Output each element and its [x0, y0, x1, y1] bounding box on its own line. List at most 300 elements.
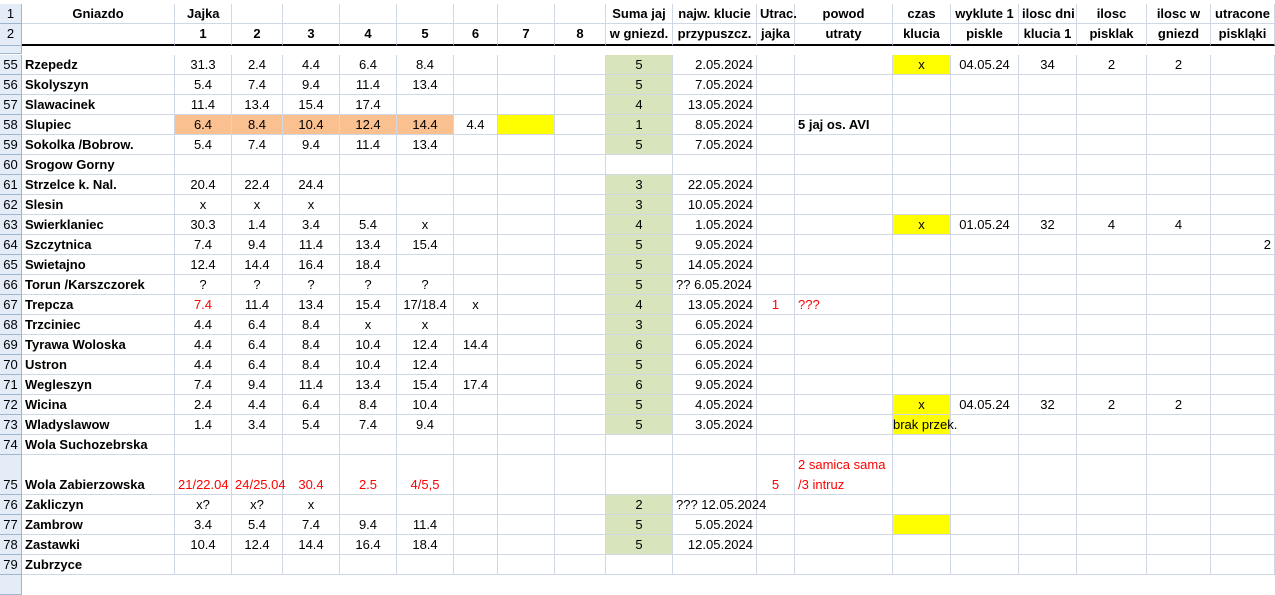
- egg-date-cell[interactable]: [283, 155, 340, 175]
- first-hatch-cell[interactable]: [951, 415, 1019, 435]
- egg-count-cell[interactable]: 5: [606, 535, 673, 555]
- hatch-time-cell[interactable]: [893, 515, 951, 535]
- hatch-time-cell[interactable]: [893, 175, 951, 195]
- hatch-date-cell[interactable]: 22.05.2024: [673, 175, 757, 195]
- egg-count-cell[interactable]: 3: [606, 175, 673, 195]
- egg-date-cell[interactable]: [340, 175, 397, 195]
- egg-count-cell[interactable]: [606, 435, 673, 455]
- lost-chicks-cell[interactable]: [1211, 395, 1275, 415]
- egg-date-cell[interactable]: 4.4: [175, 335, 232, 355]
- hatch-time-cell[interactable]: [893, 355, 951, 375]
- egg-date-cell[interactable]: [340, 195, 397, 215]
- first-hatch-cell[interactable]: 04.05.24: [951, 55, 1019, 75]
- lost-chicks-cell[interactable]: [1211, 175, 1275, 195]
- egg-date-cell[interactable]: ?: [175, 275, 232, 295]
- egg-date-cell[interactable]: [498, 495, 555, 515]
- chicks-in-nest-cell[interactable]: [1147, 295, 1211, 315]
- egg-date-cell[interactable]: [498, 555, 555, 575]
- lost-eggs-cell[interactable]: [757, 315, 795, 335]
- first-hatch-cell[interactable]: [951, 195, 1019, 215]
- egg-date-cell[interactable]: [555, 55, 606, 75]
- days-to-hatch-cell[interactable]: [1019, 175, 1077, 195]
- loss-reason-cell[interactable]: [795, 515, 893, 535]
- egg-date-cell[interactable]: 7.4: [175, 235, 232, 255]
- first-hatch-cell[interactable]: [951, 515, 1019, 535]
- days-to-hatch-cell[interactable]: [1019, 515, 1077, 535]
- egg-date-cell[interactable]: 12.4: [232, 535, 283, 555]
- hatch-time-cell[interactable]: [893, 75, 951, 95]
- lost-eggs-cell[interactable]: [757, 395, 795, 415]
- egg-count-cell[interactable]: 5: [606, 135, 673, 155]
- lost-chicks-cell[interactable]: [1211, 495, 1275, 515]
- egg-date-cell[interactable]: 7.4: [232, 135, 283, 155]
- chicks-in-nest-cell[interactable]: [1147, 135, 1211, 155]
- egg-date-cell[interactable]: [498, 95, 555, 115]
- lost-eggs-cell[interactable]: [757, 175, 795, 195]
- loss-reason-cell[interactable]: 2 samica sama /3 intruz: [795, 455, 893, 495]
- egg-date-cell[interactable]: [454, 455, 498, 495]
- egg-date-cell[interactable]: [232, 555, 283, 575]
- egg-date-cell[interactable]: [555, 495, 606, 515]
- days-to-hatch-cell[interactable]: [1019, 195, 1077, 215]
- loss-reason-cell[interactable]: [795, 275, 893, 295]
- lost-eggs-cell[interactable]: 5: [757, 455, 795, 495]
- egg-date-cell[interactable]: 6.4: [232, 355, 283, 375]
- first-hatch-cell[interactable]: [951, 95, 1019, 115]
- egg-date-cell[interactable]: 14.4: [283, 535, 340, 555]
- days-to-hatch-cell[interactable]: [1019, 435, 1077, 455]
- egg-date-cell[interactable]: 12.4: [397, 355, 454, 375]
- egg-date-cell[interactable]: x: [283, 495, 340, 515]
- egg-date-cell[interactable]: [555, 315, 606, 335]
- loss-reason-cell[interactable]: [795, 535, 893, 555]
- egg-date-cell[interactable]: [498, 255, 555, 275]
- egg-date-cell[interactable]: 8.4: [340, 395, 397, 415]
- lost-chicks-cell[interactable]: [1211, 115, 1275, 135]
- egg-date-cell[interactable]: 22.4: [232, 175, 283, 195]
- egg-date-cell[interactable]: [498, 455, 555, 495]
- egg-count-cell[interactable]: 5: [606, 355, 673, 375]
- days-to-hatch-cell[interactable]: 32: [1019, 215, 1077, 235]
- row-number[interactable]: 65: [0, 255, 22, 275]
- hatch-time-cell[interactable]: brak przek.: [893, 415, 951, 435]
- egg-date-cell[interactable]: 17.4: [340, 95, 397, 115]
- lost-chicks-cell[interactable]: [1211, 275, 1275, 295]
- chick-count-cell[interactable]: 2: [1077, 395, 1147, 415]
- first-hatch-cell[interactable]: [951, 175, 1019, 195]
- loss-reason-cell[interactable]: [795, 255, 893, 275]
- hatch-time-cell[interactable]: [893, 115, 951, 135]
- lost-chicks-cell[interactable]: [1211, 295, 1275, 315]
- hatch-time-cell[interactable]: x: [893, 55, 951, 75]
- row-number[interactable]: 68: [0, 315, 22, 335]
- egg-date-cell[interactable]: [340, 495, 397, 515]
- lost-chicks-cell[interactable]: [1211, 435, 1275, 455]
- row-number[interactable]: 62: [0, 195, 22, 215]
- row-number[interactable]: 66: [0, 275, 22, 295]
- row-number[interactable]: 67: [0, 295, 22, 315]
- days-to-hatch-cell[interactable]: [1019, 415, 1077, 435]
- row-number[interactable]: 72: [0, 395, 22, 415]
- row-number[interactable]: 59: [0, 135, 22, 155]
- hatch-time-cell[interactable]: [893, 295, 951, 315]
- egg-date-cell[interactable]: [555, 435, 606, 455]
- chick-count-cell[interactable]: [1077, 495, 1147, 515]
- nest-name-cell[interactable]: Skolyszyn: [22, 75, 175, 95]
- egg-date-cell[interactable]: 2.5: [340, 455, 397, 495]
- chick-count-cell[interactable]: [1077, 195, 1147, 215]
- lost-eggs-cell[interactable]: [757, 435, 795, 455]
- hatch-date-cell[interactable]: 6.05.2024: [673, 315, 757, 335]
- first-hatch-cell[interactable]: [951, 495, 1019, 515]
- hatch-date-cell[interactable]: 12.05.2024: [673, 535, 757, 555]
- egg-date-cell[interactable]: [555, 335, 606, 355]
- egg-date-cell[interactable]: 12.4: [175, 255, 232, 275]
- first-hatch-cell[interactable]: [951, 275, 1019, 295]
- egg-count-cell[interactable]: 5: [606, 515, 673, 535]
- loss-reason-cell[interactable]: [795, 95, 893, 115]
- hatch-date-cell[interactable]: [673, 435, 757, 455]
- chick-count-cell[interactable]: [1077, 375, 1147, 395]
- egg-date-cell[interactable]: [454, 75, 498, 95]
- row-number[interactable]: 61: [0, 175, 22, 195]
- egg-date-cell[interactable]: [555, 395, 606, 415]
- hatch-date-cell[interactable]: 13.05.2024: [673, 95, 757, 115]
- loss-reason-cell[interactable]: [795, 435, 893, 455]
- egg-date-cell[interactable]: 16.4: [283, 255, 340, 275]
- egg-date-cell[interactable]: 3.4: [232, 415, 283, 435]
- lost-eggs-cell[interactable]: [757, 535, 795, 555]
- loss-reason-cell[interactable]: [795, 235, 893, 255]
- egg-date-cell[interactable]: [555, 275, 606, 295]
- chick-count-cell[interactable]: [1077, 435, 1147, 455]
- nest-name-cell[interactable]: Torun /Karszczorek: [22, 275, 175, 295]
- hatch-time-cell[interactable]: [893, 495, 951, 515]
- row-number[interactable]: 76: [0, 495, 22, 515]
- first-hatch-cell[interactable]: [951, 375, 1019, 395]
- egg-date-cell[interactable]: x: [175, 195, 232, 215]
- loss-reason-cell[interactable]: [795, 495, 893, 515]
- egg-date-cell[interactable]: [397, 95, 454, 115]
- days-to-hatch-cell[interactable]: [1019, 295, 1077, 315]
- loss-reason-cell[interactable]: 5 jaj os. AVI: [795, 115, 893, 135]
- days-to-hatch-cell[interactable]: [1019, 275, 1077, 295]
- nest-name-cell[interactable]: Trepcza: [22, 295, 175, 315]
- egg-date-cell[interactable]: 13.4: [232, 95, 283, 115]
- chick-count-cell[interactable]: [1077, 135, 1147, 155]
- egg-date-cell[interactable]: 18.4: [397, 535, 454, 555]
- row-number[interactable]: 79: [0, 555, 22, 575]
- egg-date-cell[interactable]: 13.4: [340, 375, 397, 395]
- nest-name-cell[interactable]: Zubrzyce: [22, 555, 175, 575]
- chick-count-cell[interactable]: [1077, 335, 1147, 355]
- egg-date-cell[interactable]: [454, 95, 498, 115]
- lost-eggs-cell[interactable]: [757, 335, 795, 355]
- days-to-hatch-cell[interactable]: [1019, 235, 1077, 255]
- egg-date-cell[interactable]: 8.4: [397, 55, 454, 75]
- hatch-time-cell[interactable]: [893, 335, 951, 355]
- nest-name-cell[interactable]: Slupiec: [22, 115, 175, 135]
- hatch-time-cell[interactable]: [893, 375, 951, 395]
- egg-date-cell[interactable]: 18.4: [340, 255, 397, 275]
- first-hatch-cell[interactable]: [951, 355, 1019, 375]
- egg-date-cell[interactable]: [454, 315, 498, 335]
- egg-count-cell[interactable]: 3: [606, 315, 673, 335]
- egg-date-cell[interactable]: 9.4: [397, 415, 454, 435]
- egg-date-cell[interactable]: 13.4: [397, 135, 454, 155]
- hatch-date-cell[interactable]: 1.05.2024: [673, 215, 757, 235]
- chick-count-cell[interactable]: [1077, 455, 1147, 495]
- row-number[interactable]: 74: [0, 435, 22, 455]
- lost-chicks-cell[interactable]: [1211, 535, 1275, 555]
- days-to-hatch-cell[interactable]: [1019, 535, 1077, 555]
- hatch-date-cell[interactable]: 6.05.2024: [673, 335, 757, 355]
- egg-date-cell[interactable]: 7.4: [340, 415, 397, 435]
- egg-date-cell[interactable]: [498, 275, 555, 295]
- egg-date-cell[interactable]: 21/22.04: [175, 455, 232, 495]
- row-number[interactable]: 73: [0, 415, 22, 435]
- loss-reason-cell[interactable]: [795, 395, 893, 415]
- lost-chicks-cell[interactable]: [1211, 335, 1275, 355]
- egg-count-cell[interactable]: 5: [606, 75, 673, 95]
- lost-eggs-cell[interactable]: [757, 135, 795, 155]
- loss-reason-cell[interactable]: [795, 195, 893, 215]
- egg-date-cell[interactable]: [397, 555, 454, 575]
- hatch-time-cell[interactable]: [893, 555, 951, 575]
- hatch-date-cell[interactable]: ?? 6.05.2024: [673, 275, 757, 295]
- egg-date-cell[interactable]: [555, 415, 606, 435]
- lost-chicks-cell[interactable]: [1211, 75, 1275, 95]
- egg-date-cell[interactable]: [397, 195, 454, 215]
- days-to-hatch-cell[interactable]: [1019, 335, 1077, 355]
- egg-date-cell[interactable]: [555, 75, 606, 95]
- egg-date-cell[interactable]: x?: [175, 495, 232, 515]
- egg-date-cell[interactable]: [498, 175, 555, 195]
- egg-date-cell[interactable]: 4.4: [283, 55, 340, 75]
- days-to-hatch-cell[interactable]: [1019, 315, 1077, 335]
- row-number[interactable]: 71: [0, 375, 22, 395]
- egg-date-cell[interactable]: [454, 55, 498, 75]
- egg-date-cell[interactable]: [555, 135, 606, 155]
- egg-date-cell[interactable]: [498, 55, 555, 75]
- egg-date-cell[interactable]: 24/25.04: [232, 455, 283, 495]
- egg-date-cell[interactable]: [283, 435, 340, 455]
- egg-date-cell[interactable]: [397, 175, 454, 195]
- chicks-in-nest-cell[interactable]: [1147, 375, 1211, 395]
- nest-name-cell[interactable]: Szczytnica: [22, 235, 175, 255]
- egg-date-cell[interactable]: 11.4: [340, 75, 397, 95]
- egg-date-cell[interactable]: 15.4: [397, 235, 454, 255]
- lost-eggs-cell[interactable]: [757, 495, 795, 515]
- egg-date-cell[interactable]: [454, 515, 498, 535]
- first-hatch-cell[interactable]: [951, 135, 1019, 155]
- lost-eggs-cell[interactable]: [757, 375, 795, 395]
- hatch-time-cell[interactable]: [893, 195, 951, 215]
- row-number[interactable]: 63: [0, 215, 22, 235]
- days-to-hatch-cell[interactable]: [1019, 155, 1077, 175]
- first-hatch-cell[interactable]: [951, 235, 1019, 255]
- hatch-date-cell[interactable]: 7.05.2024: [673, 135, 757, 155]
- first-hatch-cell[interactable]: [951, 335, 1019, 355]
- chicks-in-nest-cell[interactable]: [1147, 275, 1211, 295]
- row-number[interactable]: 55: [0, 55, 22, 75]
- hatch-time-cell[interactable]: [893, 95, 951, 115]
- hatch-date-cell[interactable]: [673, 155, 757, 175]
- lost-chicks-cell[interactable]: [1211, 355, 1275, 375]
- chicks-in-nest-cell[interactable]: [1147, 315, 1211, 335]
- egg-count-cell[interactable]: 5: [606, 275, 673, 295]
- egg-date-cell[interactable]: 10.4: [175, 535, 232, 555]
- egg-count-cell[interactable]: 5: [606, 415, 673, 435]
- egg-date-cell[interactable]: 4.4: [175, 315, 232, 335]
- lost-eggs-cell[interactable]: [757, 235, 795, 255]
- egg-date-cell[interactable]: [454, 535, 498, 555]
- egg-date-cell[interactable]: [454, 155, 498, 175]
- days-to-hatch-cell[interactable]: [1019, 355, 1077, 375]
- first-hatch-cell[interactable]: [951, 535, 1019, 555]
- chick-count-cell[interactable]: [1077, 535, 1147, 555]
- egg-date-cell[interactable]: [340, 435, 397, 455]
- row-number[interactable]: [0, 575, 22, 595]
- nest-name-cell[interactable]: Slawacinek: [22, 95, 175, 115]
- egg-date-cell[interactable]: 30.4: [283, 455, 340, 495]
- egg-date-cell[interactable]: 5.4: [340, 215, 397, 235]
- egg-date-cell[interactable]: [498, 415, 555, 435]
- loss-reason-cell[interactable]: [795, 75, 893, 95]
- nest-name-cell[interactable]: Ustron: [22, 355, 175, 375]
- nest-name-cell[interactable]: Wola Suchozebrska: [22, 435, 175, 455]
- egg-date-cell[interactable]: 7.4: [175, 375, 232, 395]
- egg-date-cell[interactable]: [555, 115, 606, 135]
- hatch-date-cell[interactable]: [673, 455, 757, 495]
- nest-name-cell[interactable]: Trzciniec: [22, 315, 175, 335]
- lost-eggs-cell[interactable]: [757, 155, 795, 175]
- egg-date-cell[interactable]: [454, 135, 498, 155]
- egg-date-cell[interactable]: [555, 535, 606, 555]
- days-to-hatch-cell[interactable]: [1019, 375, 1077, 395]
- egg-date-cell[interactable]: 5.4: [283, 415, 340, 435]
- egg-count-cell[interactable]: [606, 455, 673, 495]
- lost-eggs-cell[interactable]: [757, 415, 795, 435]
- hatch-time-cell[interactable]: [893, 235, 951, 255]
- egg-date-cell[interactable]: 30.3: [175, 215, 232, 235]
- nest-name-cell[interactable]: Swietajno: [22, 255, 175, 275]
- chicks-in-nest-cell[interactable]: 2: [1147, 55, 1211, 75]
- egg-count-cell[interactable]: 4: [606, 215, 673, 235]
- lost-eggs-cell[interactable]: [757, 215, 795, 235]
- egg-date-cell[interactable]: [498, 115, 555, 135]
- egg-date-cell[interactable]: 7.4: [232, 75, 283, 95]
- chick-count-cell[interactable]: [1077, 115, 1147, 135]
- egg-date-cell[interactable]: [454, 395, 498, 415]
- egg-date-cell[interactable]: 15.4: [340, 295, 397, 315]
- egg-date-cell[interactable]: 1.4: [232, 215, 283, 235]
- egg-date-cell[interactable]: 3.4: [175, 515, 232, 535]
- egg-date-cell[interactable]: 7.4: [283, 515, 340, 535]
- egg-date-cell[interactable]: [555, 195, 606, 215]
- egg-date-cell[interactable]: [340, 555, 397, 575]
- chick-count-cell[interactable]: [1077, 175, 1147, 195]
- egg-date-cell[interactable]: [397, 255, 454, 275]
- egg-date-cell[interactable]: [454, 355, 498, 375]
- egg-date-cell[interactable]: [397, 155, 454, 175]
- loss-reason-cell[interactable]: [795, 415, 893, 435]
- egg-count-cell[interactable]: 5: [606, 395, 673, 415]
- egg-date-cell[interactable]: 6.4: [283, 395, 340, 415]
- lost-eggs-cell[interactable]: [757, 555, 795, 575]
- chicks-in-nest-cell[interactable]: [1147, 455, 1211, 495]
- chicks-in-nest-cell[interactable]: 2: [1147, 395, 1211, 415]
- row-number[interactable]: 75: [0, 455, 22, 495]
- egg-date-cell[interactable]: [555, 155, 606, 175]
- row-number[interactable]: 2: [0, 24, 22, 46]
- chicks-in-nest-cell[interactable]: [1147, 555, 1211, 575]
- egg-count-cell[interactable]: 2: [606, 495, 673, 515]
- chicks-in-nest-cell[interactable]: [1147, 435, 1211, 455]
- nest-name-cell[interactable]: Srogow Gorny: [22, 155, 175, 175]
- lost-chicks-cell[interactable]: [1211, 255, 1275, 275]
- lost-eggs-cell[interactable]: [757, 95, 795, 115]
- hatch-date-cell[interactable]: 3.05.2024: [673, 415, 757, 435]
- chick-count-cell[interactable]: [1077, 75, 1147, 95]
- egg-date-cell[interactable]: [340, 155, 397, 175]
- egg-date-cell[interactable]: [555, 515, 606, 535]
- chicks-in-nest-cell[interactable]: [1147, 495, 1211, 515]
- lost-chicks-cell[interactable]: [1211, 315, 1275, 335]
- egg-date-cell[interactable]: 7.4: [175, 295, 232, 315]
- nest-name-cell[interactable]: Slesin: [22, 195, 175, 215]
- egg-date-cell[interactable]: 14.4: [454, 335, 498, 355]
- chick-count-cell[interactable]: [1077, 255, 1147, 275]
- chick-count-cell[interactable]: [1077, 295, 1147, 315]
- egg-date-cell[interactable]: [175, 155, 232, 175]
- chicks-in-nest-cell[interactable]: 4: [1147, 215, 1211, 235]
- hatch-time-cell[interactable]: [893, 535, 951, 555]
- egg-date-cell[interactable]: [555, 455, 606, 495]
- chicks-in-nest-cell[interactable]: [1147, 235, 1211, 255]
- hatch-date-cell[interactable]: 5.05.2024: [673, 515, 757, 535]
- egg-date-cell[interactable]: [397, 495, 454, 515]
- egg-date-cell[interactable]: [498, 235, 555, 255]
- loss-reason-cell[interactable]: [795, 135, 893, 155]
- egg-date-cell[interactable]: 14.4: [397, 115, 454, 135]
- egg-date-cell[interactable]: [498, 215, 555, 235]
- hatch-date-cell[interactable]: 10.05.2024: [673, 195, 757, 215]
- hatch-time-cell[interactable]: [893, 315, 951, 335]
- first-hatch-cell[interactable]: [951, 555, 1019, 575]
- first-hatch-cell[interactable]: 04.05.24: [951, 395, 1019, 415]
- egg-date-cell[interactable]: 4.4: [232, 395, 283, 415]
- nest-name-cell[interactable]: Swierklaniec: [22, 215, 175, 235]
- egg-date-cell[interactable]: 9.4: [340, 515, 397, 535]
- hatch-date-cell[interactable]: 14.05.2024: [673, 255, 757, 275]
- loss-reason-cell[interactable]: [795, 335, 893, 355]
- egg-date-cell[interactable]: 9.4: [283, 75, 340, 95]
- egg-date-cell[interactable]: [498, 435, 555, 455]
- egg-date-cell[interactable]: 4/5,5: [397, 455, 454, 495]
- nest-name-cell[interactable]: Tyrawa Woloska: [22, 335, 175, 355]
- egg-date-cell[interactable]: [454, 415, 498, 435]
- egg-date-cell[interactable]: 8.4: [232, 115, 283, 135]
- nest-name-cell[interactable]: Zakliczyn: [22, 495, 175, 515]
- egg-count-cell[interactable]: 6: [606, 375, 673, 395]
- egg-date-cell[interactable]: 31.3: [175, 55, 232, 75]
- days-to-hatch-cell[interactable]: [1019, 135, 1077, 155]
- lost-chicks-cell[interactable]: [1211, 55, 1275, 75]
- row-number[interactable]: 70: [0, 355, 22, 375]
- egg-date-cell[interactable]: [498, 315, 555, 335]
- chicks-in-nest-cell[interactable]: [1147, 535, 1211, 555]
